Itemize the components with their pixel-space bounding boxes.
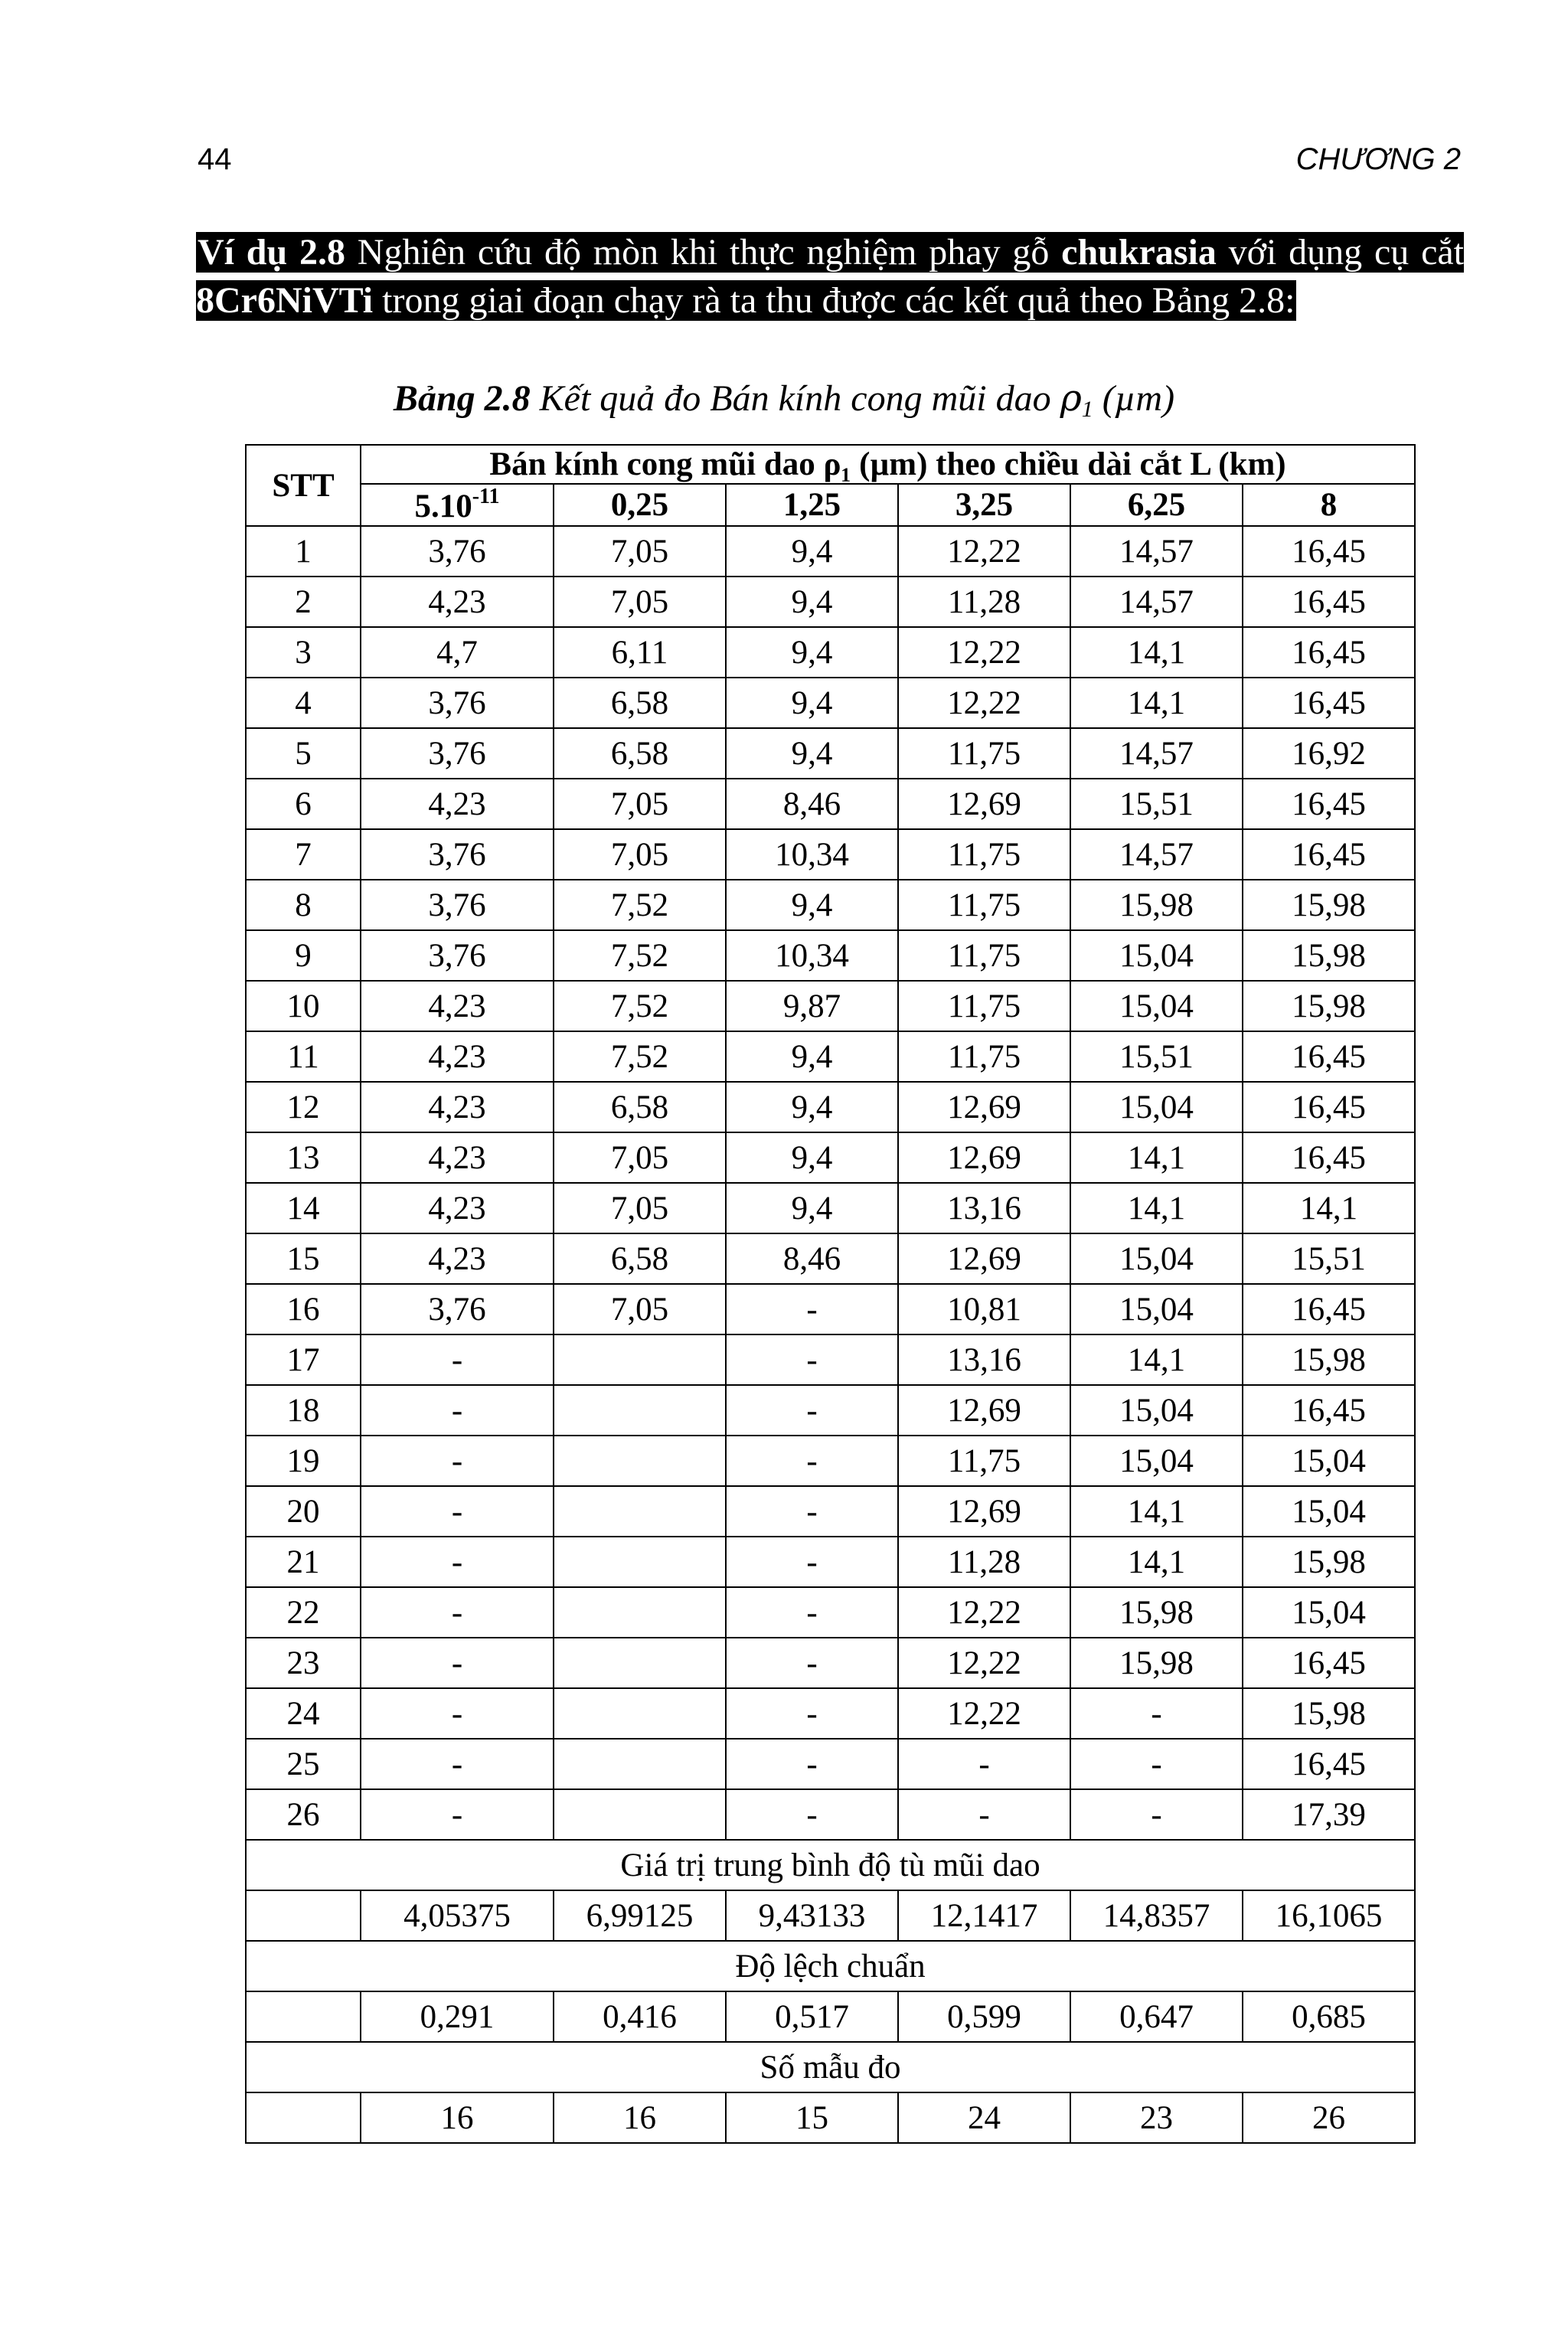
- table-cell: 14,1: [1070, 678, 1243, 728]
- std-value: 0,685: [1243, 1991, 1415, 2042]
- row-number: 19: [246, 1436, 361, 1486]
- table-cell: 4,23: [361, 1132, 554, 1183]
- table-row: [246, 1132, 1415, 1183]
- table-cell: 15,98: [1070, 880, 1243, 930]
- table-caption: [0, 377, 1568, 423]
- table-cell: 13,16: [898, 1334, 1070, 1385]
- column-header: 8: [1243, 484, 1415, 526]
- table-cell: 16,45: [1243, 1031, 1415, 1082]
- example-text-2: với dụng cụ cắt: [1216, 232, 1465, 273]
- table-cell: -: [726, 1436, 898, 1486]
- table-cell: -: [361, 1385, 554, 1436]
- empty-cell: [246, 1890, 361, 1941]
- table-cell: 4,23: [361, 577, 554, 627]
- row-number: 9: [246, 930, 361, 981]
- caption-label: Bảng 2.8: [393, 378, 531, 419]
- table-cell: 6,58: [554, 678, 726, 728]
- std-value: 0,599: [898, 1991, 1070, 2042]
- mean-value: 6,99125: [554, 1890, 726, 1941]
- column-first-base: 5.10: [414, 488, 472, 524]
- table-cell: -: [361, 1688, 554, 1739]
- table-cell: 9,4: [726, 880, 898, 930]
- table-cell: 7,52: [554, 930, 726, 981]
- table-cell: 11,75: [898, 829, 1070, 880]
- table-cell: [554, 1486, 726, 1537]
- table-cell: [554, 1638, 726, 1688]
- table-cell: 16,45: [1243, 1385, 1415, 1436]
- row-number: 4: [246, 678, 361, 728]
- mean-value: 12,1417: [898, 1890, 1070, 1941]
- table-cell: 9,87: [726, 981, 898, 1031]
- table-cell: 15,04: [1070, 1284, 1243, 1334]
- table-cell: 12,69: [898, 1233, 1070, 1284]
- row-number: 7: [246, 829, 361, 880]
- table-cell: 16,45: [1243, 1284, 1415, 1334]
- row-number: 21: [246, 1537, 361, 1587]
- table-cell: 14,1: [1070, 1183, 1243, 1233]
- table-cell: 16,45: [1243, 829, 1415, 880]
- table-cell: -: [898, 1739, 1070, 1789]
- table-cell: -: [726, 1587, 898, 1638]
- table-cell: 8,46: [726, 779, 898, 829]
- table-cell: 9,4: [726, 1031, 898, 1082]
- table-cell: 12,69: [898, 1385, 1070, 1436]
- table-cell: 15,04: [1070, 981, 1243, 1031]
- stt-header: STT: [246, 445, 361, 526]
- table-cell: 11,75: [898, 1031, 1070, 1082]
- row-number: 10: [246, 981, 361, 1031]
- table-cell: 11,28: [898, 1537, 1070, 1587]
- column-header-first: [361, 484, 554, 526]
- table-cell: -: [726, 1739, 898, 1789]
- table-cell: 9,4: [726, 577, 898, 627]
- column-header: 3,25: [898, 484, 1070, 526]
- table-row: [246, 880, 1415, 930]
- row-number: 23: [246, 1638, 361, 1688]
- table-cell: 6,11: [554, 627, 726, 678]
- example-label: Ví dụ 2.8: [198, 232, 345, 273]
- table-cell: 14,1: [1243, 1183, 1415, 1233]
- table-cell: 6,58: [554, 1082, 726, 1132]
- table-cell: 16,45: [1243, 577, 1415, 627]
- table-cell: [554, 1789, 726, 1840]
- table-cell: 9,4: [726, 526, 898, 577]
- row-number: 17: [246, 1334, 361, 1385]
- std-value: 0,291: [361, 1991, 554, 2042]
- count-value-row: [246, 2092, 1415, 2143]
- table-cell: [554, 1537, 726, 1587]
- group-header: Bán kính cong mũi dao ρ₁ (µm) theo chiều dài cắt L (km): [361, 445, 1415, 484]
- table-row: [246, 1183, 1415, 1233]
- count-label-row: [246, 2042, 1415, 2092]
- table-cell: 3,76: [361, 829, 554, 880]
- table-row: [246, 1031, 1415, 1082]
- table-cell: 14,57: [1070, 829, 1243, 880]
- table-cell: 4,23: [361, 1082, 554, 1132]
- table-cell: -: [726, 1284, 898, 1334]
- empty-cell: [246, 1991, 361, 2042]
- column-header: 0,25: [554, 484, 726, 526]
- mean-value: 9,43133: [726, 1890, 898, 1941]
- row-number: 25: [246, 1739, 361, 1789]
- table-cell: 3,76: [361, 930, 554, 981]
- table-cell: 13,16: [898, 1183, 1070, 1233]
- count-value: 16: [554, 2092, 726, 2143]
- row-number: 6: [246, 779, 361, 829]
- table-row: [246, 1233, 1415, 1284]
- table-cell: 9,4: [726, 678, 898, 728]
- table-cell: 7,05: [554, 779, 726, 829]
- chapter-title: CHƯƠNG 2: [1295, 142, 1461, 176]
- column-first-exponent: -11: [472, 485, 500, 508]
- table-cell: 9,4: [726, 1132, 898, 1183]
- table-cell: 15,51: [1070, 779, 1243, 829]
- table-row: [246, 577, 1415, 627]
- row-number: 1: [246, 526, 361, 577]
- table-cell: 4,23: [361, 981, 554, 1031]
- table-cell: 7,05: [554, 526, 726, 577]
- table-cell: 7,05: [554, 829, 726, 880]
- table-cell: 14,57: [1070, 526, 1243, 577]
- table-cell: -: [361, 1789, 554, 1840]
- caption-symbol: ρ: [1060, 377, 1082, 420]
- table-cell: 11,75: [898, 930, 1070, 981]
- table-cell: 4,23: [361, 1183, 554, 1233]
- row-number: 18: [246, 1385, 361, 1436]
- table-cell: -: [726, 1789, 898, 1840]
- mean-label: Giá trị trung bình độ tù mũi dao: [246, 1840, 1415, 1890]
- table-cell: 15,98: [1243, 880, 1415, 930]
- std-value: 0,416: [554, 1991, 726, 2042]
- table-cell: [554, 1436, 726, 1486]
- table-cell: 14,57: [1070, 577, 1243, 627]
- table-cell: 14,1: [1070, 1537, 1243, 1587]
- table-cell: 12,69: [898, 779, 1070, 829]
- row-number: 8: [246, 880, 361, 930]
- table-cell: [554, 1739, 726, 1789]
- table-cell: 3,76: [361, 728, 554, 779]
- table-cell: 16,45: [1243, 1638, 1415, 1688]
- table-cell: 12,22: [898, 1638, 1070, 1688]
- data-table: [245, 444, 1416, 2144]
- table-cell: 14,57: [1070, 728, 1243, 779]
- table-row: [246, 526, 1415, 577]
- table-cell: 7,05: [554, 1284, 726, 1334]
- table-row: [246, 1739, 1415, 1789]
- table-cell: 15,04: [1070, 1233, 1243, 1284]
- example-text-3: trong giai đoạn chạy rà ta thu được các kết quả theo Bảng 2.8:: [373, 280, 1295, 321]
- table-cell: 15,98: [1070, 1638, 1243, 1688]
- table-cell: 12,69: [898, 1486, 1070, 1537]
- count-label: Số mẫu đo: [246, 2042, 1415, 2092]
- table-cell: -: [1070, 1688, 1243, 1739]
- table-cell: 3,76: [361, 678, 554, 728]
- std-value: 0,647: [1070, 1991, 1243, 2042]
- table-cell: [554, 1334, 726, 1385]
- table-cell: -: [898, 1789, 1070, 1840]
- std-value-row: [246, 1991, 1415, 2042]
- table-row: [246, 1688, 1415, 1739]
- table-cell: -: [361, 1537, 554, 1587]
- table-cell: 16,45: [1243, 1082, 1415, 1132]
- table-cell: 12,22: [898, 526, 1070, 577]
- table-cell: -: [726, 1334, 898, 1385]
- table-cell: -: [1070, 1739, 1243, 1789]
- count-value: 15: [726, 2092, 898, 2143]
- caption-subscript: 1: [1081, 397, 1093, 422]
- table-cell: 14,1: [1070, 627, 1243, 678]
- table-cell: 15,04: [1070, 1385, 1243, 1436]
- table-body: [246, 526, 1415, 2143]
- table-row: [246, 1385, 1415, 1436]
- table-cell: -: [726, 1385, 898, 1436]
- table-cell: -: [726, 1638, 898, 1688]
- table-row: [246, 678, 1415, 728]
- table-cell: 15,98: [1243, 1688, 1415, 1739]
- row-number: 20: [246, 1486, 361, 1537]
- table-cell: 7,52: [554, 1031, 726, 1082]
- mean-value: 14,8357: [1070, 1890, 1243, 1941]
- table-cell: 11,28: [898, 577, 1070, 627]
- count-value: 16: [361, 2092, 554, 2143]
- count-value: 26: [1243, 2092, 1415, 2143]
- caption-unit: (µm): [1093, 378, 1175, 419]
- std-label-row: [246, 1941, 1415, 1991]
- table-cell: [554, 1587, 726, 1638]
- table-cell: 11,75: [898, 880, 1070, 930]
- table-cell: 7,05: [554, 1132, 726, 1183]
- table-cell: -: [726, 1537, 898, 1587]
- table-cell: -: [361, 1587, 554, 1638]
- table-cell: -: [726, 1486, 898, 1537]
- column-header: 6,25: [1070, 484, 1243, 526]
- row-number: 22: [246, 1587, 361, 1638]
- table-cell: 15,98: [1243, 930, 1415, 981]
- table-cell: 16,45: [1243, 678, 1415, 728]
- table-cell: 15,98: [1243, 981, 1415, 1031]
- row-number: 3: [246, 627, 361, 678]
- table-row: [246, 1082, 1415, 1132]
- table-row: [246, 1334, 1415, 1385]
- table-row: [246, 1789, 1415, 1840]
- table-cell: 15,04: [1070, 930, 1243, 981]
- table-cell: 12,22: [898, 1587, 1070, 1638]
- table-cell: -: [361, 1486, 554, 1537]
- table-cell: 9,4: [726, 728, 898, 779]
- table-row: [246, 1537, 1415, 1587]
- table-cell: 3,76: [361, 526, 554, 577]
- row-number: 11: [246, 1031, 361, 1082]
- table-cell: 15,51: [1243, 1233, 1415, 1284]
- row-number: 14: [246, 1183, 361, 1233]
- count-value: 23: [1070, 2092, 1243, 2143]
- table-cell: 11,75: [898, 728, 1070, 779]
- table-cell: 15,04: [1243, 1486, 1415, 1537]
- table-cell: 7,52: [554, 880, 726, 930]
- mean-value: 16,1065: [1243, 1890, 1415, 1941]
- table-cell: 15,04: [1070, 1082, 1243, 1132]
- table-cell: -: [1070, 1789, 1243, 1840]
- row-number: 2: [246, 577, 361, 627]
- table-row: [246, 779, 1415, 829]
- mean-value-row: [246, 1890, 1415, 1941]
- table-cell: 7,52: [554, 981, 726, 1031]
- table-cell: -: [361, 1739, 554, 1789]
- page-number: 44: [198, 142, 232, 176]
- table-row: [246, 728, 1415, 779]
- table-cell: 16,45: [1243, 1739, 1415, 1789]
- table-row: [246, 1436, 1415, 1486]
- row-number: 24: [246, 1688, 361, 1739]
- table-cell: 4,23: [361, 779, 554, 829]
- table-cell: 4,7: [361, 627, 554, 678]
- table-cell: 3,76: [361, 880, 554, 930]
- row-number: 15: [246, 1233, 361, 1284]
- empty-cell: [246, 2092, 361, 2143]
- table-cell: 15,04: [1243, 1587, 1415, 1638]
- table-cell: 15,04: [1070, 1436, 1243, 1486]
- table-cell: 12,22: [898, 678, 1070, 728]
- mean-value: 4,05375: [361, 1890, 554, 1941]
- table-cell: 10,34: [726, 930, 898, 981]
- example-text-1: Nghiên cứu độ mòn khi thực nghiệm phay gỗ: [345, 232, 1062, 273]
- table-cell: 3,76: [361, 1284, 554, 1334]
- example-wood: chukrasia: [1061, 232, 1217, 273]
- table-cell: 9,4: [726, 1183, 898, 1233]
- table-row: [246, 1486, 1415, 1537]
- table-cell: 10,81: [898, 1284, 1070, 1334]
- table-cell: 10,34: [726, 829, 898, 880]
- table-cell: 12,69: [898, 1082, 1070, 1132]
- table-cell: 15,98: [1070, 1587, 1243, 1638]
- table-row: [246, 829, 1415, 880]
- table-cell: 16,45: [1243, 526, 1415, 577]
- table-cell: -: [726, 1688, 898, 1739]
- table-cell: 6,58: [554, 1233, 726, 1284]
- column-header: 1,25: [726, 484, 898, 526]
- table-cell: -: [361, 1334, 554, 1385]
- table-cell: 16,45: [1243, 1132, 1415, 1183]
- table-cell: 4,23: [361, 1233, 554, 1284]
- row-number: 12: [246, 1082, 361, 1132]
- table-cell: [554, 1385, 726, 1436]
- table-cell: 16,45: [1243, 627, 1415, 678]
- table-cell: 12,22: [898, 1688, 1070, 1739]
- count-value: 24: [898, 2092, 1070, 2143]
- table-cell: 16,92: [1243, 728, 1415, 779]
- table-cell: 7,05: [554, 577, 726, 627]
- example-paragraph: [196, 228, 1464, 325]
- table-cell: 7,05: [554, 1183, 726, 1233]
- table-row: [246, 627, 1415, 678]
- table-cell: 16,45: [1243, 779, 1415, 829]
- row-number: 16: [246, 1284, 361, 1334]
- table-cell: 11,75: [898, 1436, 1070, 1486]
- std-value: 0,517: [726, 1991, 898, 2042]
- table-cell: 12,69: [898, 1132, 1070, 1183]
- table-cell: 15,51: [1070, 1031, 1243, 1082]
- table-cell: 11,75: [898, 981, 1070, 1031]
- table-cell: [554, 1688, 726, 1739]
- table-cell: -: [361, 1638, 554, 1688]
- table-row: [246, 930, 1415, 981]
- std-label: Độ lệch chuẩn: [246, 1941, 1415, 1991]
- table-cell: 8,46: [726, 1233, 898, 1284]
- table-cell: 15,04: [1243, 1436, 1415, 1486]
- row-number: 26: [246, 1789, 361, 1840]
- row-number: 13: [246, 1132, 361, 1183]
- table-cell: 6,58: [554, 728, 726, 779]
- example-tool: 8Cr6NiVTi: [196, 280, 374, 321]
- table-cell: 4,23: [361, 1031, 554, 1082]
- table-cell: 9,4: [726, 627, 898, 678]
- table-cell: 15,98: [1243, 1537, 1415, 1587]
- table-cell: 12,22: [898, 627, 1070, 678]
- mean-label-row: [246, 1840, 1415, 1890]
- table-row: [246, 1638, 1415, 1688]
- table-cell: 17,39: [1243, 1789, 1415, 1840]
- table-cell: 14,1: [1070, 1132, 1243, 1183]
- table-cell: 14,1: [1070, 1486, 1243, 1537]
- row-number: 5: [246, 728, 361, 779]
- table-cell: 9,4: [726, 1082, 898, 1132]
- table-row: [246, 1284, 1415, 1334]
- table-row: [246, 1587, 1415, 1638]
- table-cell: 15,98: [1243, 1334, 1415, 1385]
- table-row: [246, 981, 1415, 1031]
- example-highlight: [196, 232, 1464, 321]
- table-cell: -: [361, 1436, 554, 1486]
- caption-text: Kết quả đo Bán kính cong mũi dao: [530, 378, 1060, 419]
- table-cell: 14,1: [1070, 1334, 1243, 1385]
